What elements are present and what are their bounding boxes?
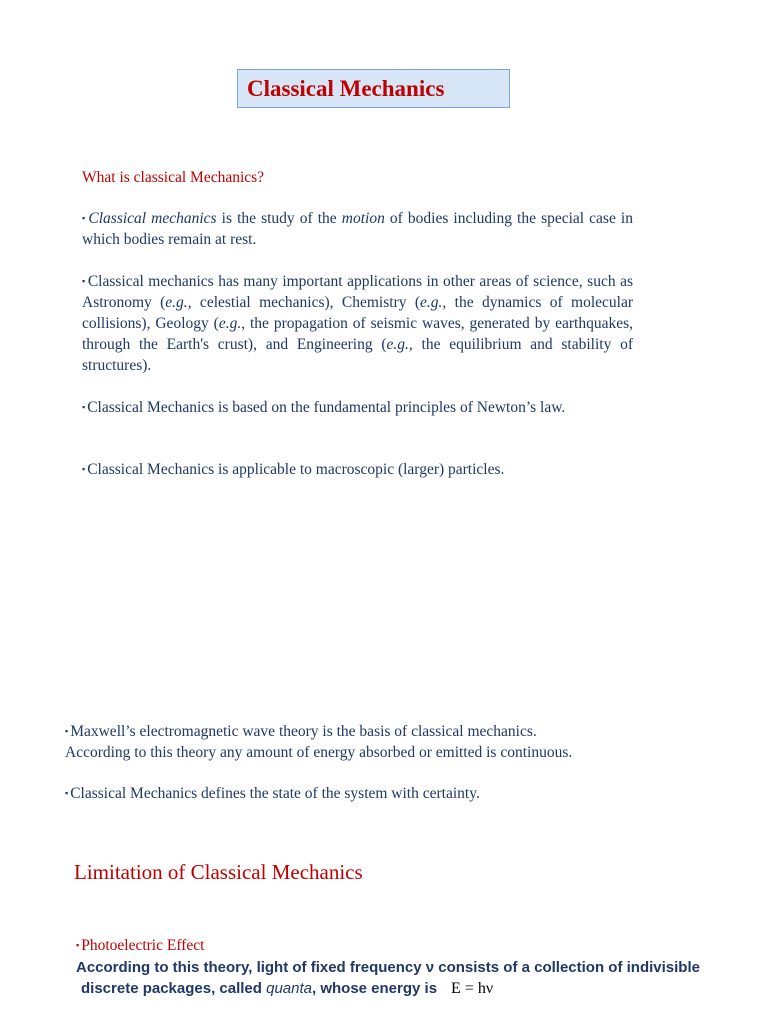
bullet-icon: ▪ (82, 213, 87, 223)
eg-abbrev: e.g. (386, 336, 409, 353)
term-quanta: quanta (266, 980, 312, 997)
eg-abbrev: e.g. (165, 294, 188, 311)
bullet-icon: ▪ (82, 464, 86, 474)
paragraph-definition (82, 208, 633, 250)
text-segment: Classical mechanics has many important applications in other areas of science, such as Astronomy ( (82, 273, 633, 311)
bullet-icon: ▪ (65, 788, 69, 798)
text-segment: Photoelectric Effect (81, 937, 205, 954)
text-segment: of bodies including the special case in which bodies remain at rest. (82, 210, 633, 248)
text-segment: Classical Mechanics defines the state of the system with certainty. (70, 785, 480, 802)
bullet-icon: ▪ (82, 402, 86, 412)
text-segment: Maxwell’s electromagnetic wave theory is the basis of classical mechanics. (70, 723, 537, 740)
text-segment: Classical Mechanics is applicable to macroscopic (larger) particles. (87, 461, 505, 478)
text-segment: , the propagation of seismic waves, generated by earthquakes, through the Earth's crust), and Engineering ( (82, 315, 633, 353)
paragraph-newton (82, 397, 633, 418)
term-motion: motion (341, 210, 385, 227)
photoelectric-text (76, 957, 756, 999)
term-classical-mechanics: Classical mechanics (88, 210, 217, 227)
paragraph-applications (82, 271, 633, 376)
text-segment: is the study of the (216, 210, 342, 227)
text-segment: discrete packages, called (81, 980, 267, 997)
bullet-icon: ▪ (82, 276, 86, 286)
eg-abbrev: e.g. (218, 315, 242, 332)
text-segment: , the equilibrium and stability of structures). (82, 336, 633, 374)
paragraph-macroscopic (82, 459, 633, 480)
intro-question: What is classical Mechanics? (82, 169, 265, 186)
paragraph-certainty (65, 783, 755, 804)
limitation-heading: Limitation of Classical Mechanics (74, 860, 363, 884)
title-box (237, 69, 510, 108)
text-segment: Classical Mechanics is based on the fundamental principles of Newton’s law. (87, 399, 566, 416)
text-segment: , the dynamics of molecular collisions), Geology ( (82, 294, 634, 332)
eg-abbrev: e.g. (420, 294, 443, 311)
photoelectric-label (76, 935, 204, 956)
maxwell-line-1 (65, 721, 755, 742)
photo-line-1: According to this theory, light of fixed frequency ν consists of a collection of indivisible (76, 959, 700, 976)
maxwell-line-2: According to this theory any amount of energy absorbed or emitted is continuous. (65, 744, 573, 761)
paragraph-maxwell (65, 721, 755, 763)
text-segment: , whose energy is (312, 980, 438, 997)
photo-line-2 (76, 978, 756, 999)
bullet-icon: ▪ (76, 940, 80, 950)
bullet-icon: ▪ (65, 726, 69, 736)
page-title: Classical Mechanics (247, 75, 445, 101)
text-segment: , celestial mechanics), Chemistry ( (187, 294, 421, 311)
energy-formula: E = hν (451, 980, 494, 997)
